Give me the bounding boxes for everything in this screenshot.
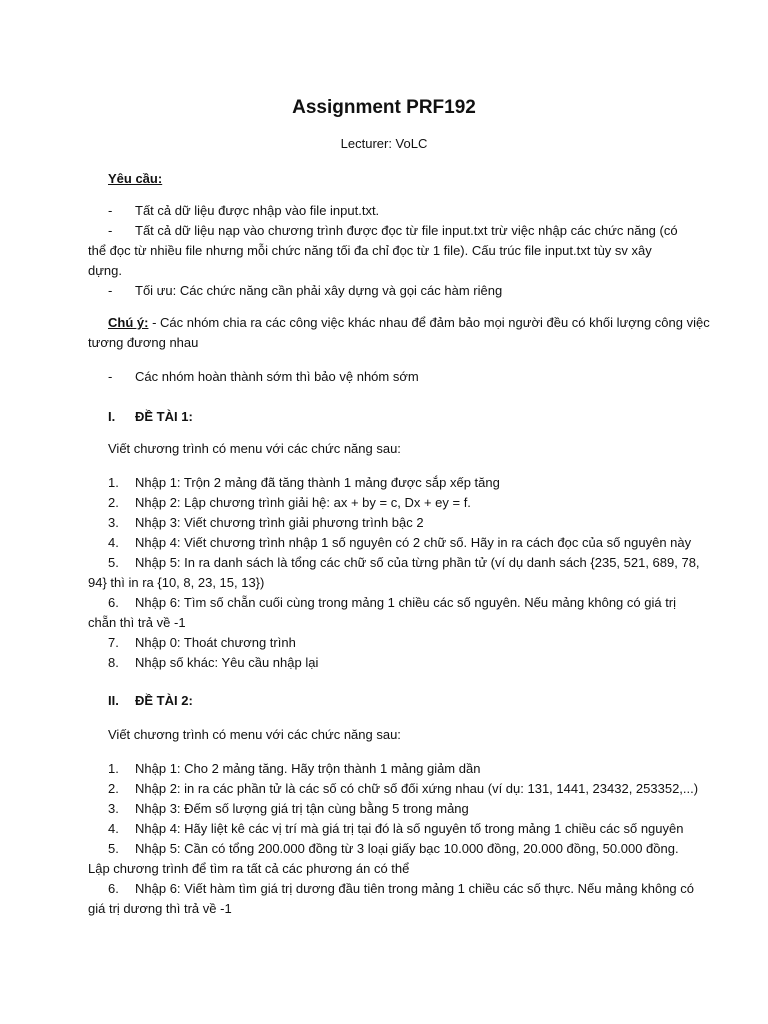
list-item: Nhập 4: Hãy liệt kê các vị trí mà giá trị tại đó là số nguyên tố trong mảng 1 chiều các số nguyên [135,821,684,836]
list-item: Nhập 6: Viết hàm tìm giá trị dương đầu tiên trong mảng 1 chiều các số thực. Nếu mảng không có [135,881,694,896]
list-item-number: 3. [108,515,119,530]
requirement-bullet: - [108,203,113,218]
list-item: Nhập 2: in ra các phần tử là các số có chữ số đối xứng nhau (ví dụ: 131, 1441, 23432, 253352,...) [135,781,699,796]
list-item: Nhập 1: Trộn 2 mảng đã tăng thành 1 mảng được sắp xếp tăng [135,475,500,490]
list-item-number: 1. [108,761,119,776]
list-item-number: 6. [108,595,119,610]
list-item: Nhập 3: Đếm số lượng giá trị tận cùng bằng 5 trong mảng [135,801,469,816]
list-item: Nhập 5: In ra danh sách là tổng các chữ số của từng phần tử (ví dụ danh sách {235, 521, 689, 78, [135,555,700,570]
topic-1-intro: Viết chương trình có menu với các chức năng sau: [108,441,401,456]
requirement-text: Tối ưu: Các chức năng cần phải xây dựng và gọi các hàm riêng [135,283,503,298]
list-item-continued: 94} thì in ra {10, 8, 23, 15, 13}) [88,575,265,590]
list-item-number: 5. [108,841,119,856]
list-item-number: 5. [108,555,119,570]
requirement-text-continued: thể đọc từ nhiều file nhưng mỗi chức năng tối đa chỉ đọc từ 1 file). Cấu trúc file input.txt tùy sv xây [88,243,652,258]
list-item-number: 8. [108,655,119,670]
requirement-text: Tất cả dữ liệu được nhập vào file input.txt. [135,203,380,218]
requirement-text: Tất cả dữ liệu nạp vào chương trình được đọc từ file input.txt trừ việc nhập các chức năng (có [135,223,678,238]
list-item: Nhập số khác: Yêu cầu nhập lại [135,655,319,670]
list-item: Nhập 5: Cần có tổng 200.000 đồng từ 3 loại giấy bạc 10.000 đồng, 20.000 đồng, 50.000 đồng. [135,841,679,856]
topic-2-heading: ĐỀ TÀI 2: [135,693,193,708]
list-item-continued: giá trị dương thì trả về -1 [88,901,232,916]
list-item: Nhập 0: Thoát chương trình [135,635,296,650]
list-item-number: 2. [108,781,119,796]
list-item: Nhập 3: Viết chương trình giải phương trình bậc 2 [135,515,424,530]
list-item-number: 7. [108,635,119,650]
topic-2-intro: Viết chương trình có menu với các chức năng sau: [108,727,401,742]
list-item: Nhập 4: Viết chương trình nhập 1 số nguyên có 2 chữ số. Hãy in ra cách đọc của số nguyên này [135,535,692,550]
list-item-continued: Lập chương trình để tìm ra tất cả các phương án có thể [88,861,410,876]
lecturer-line: Lecturer: VoLC [340,136,428,151]
list-item-number: 6. [108,881,119,896]
requirements-heading: Yêu cầu: [108,171,163,186]
document-title: Assignment PRF192 [292,97,476,118]
list-item: Nhập 1: Cho 2 mảng tăng. Hãy trộn thành 1 mảng giảm dần [135,761,481,776]
list-item-number: 4. [108,535,119,550]
requirement-bullet: - [108,283,113,298]
list-item-number: 3. [108,801,119,816]
early-note-text: Các nhóm hoàn thành sớm thì bảo vệ nhóm sớm [135,369,419,384]
note-line [108,314,710,332]
note-label: Chú ý: [108,315,149,330]
note-text-continued: tương đương nhau [88,335,199,350]
topic-2-number: II. [108,693,119,708]
list-item: Nhập 2: Lập chương trình giải hệ: ax + by = c, Dx + ey = f. [135,495,471,510]
topic-1-number: I. [108,409,116,424]
requirement-text-continued: dựng. [88,263,123,278]
list-item-number: 1. [108,475,119,490]
early-note-bullet: - [108,369,113,384]
requirement-bullet: - [108,223,113,238]
list-item-number: 4. [108,821,119,836]
topic-1-heading: ĐỀ TÀI 1: [135,409,193,424]
note-text: - Các nhóm chia ra các công việc khác nhau để đảm bảo mọi người đều có khối lượng công việc [148,315,710,330]
list-item-number: 2. [108,495,119,510]
list-item: Nhập 6: Tìm số chẵn cuối cùng trong mảng 1 chiều các số nguyên. Nếu mảng không có giá trị [135,595,677,610]
list-item-continued: chẵn thì trả về -1 [88,615,186,630]
